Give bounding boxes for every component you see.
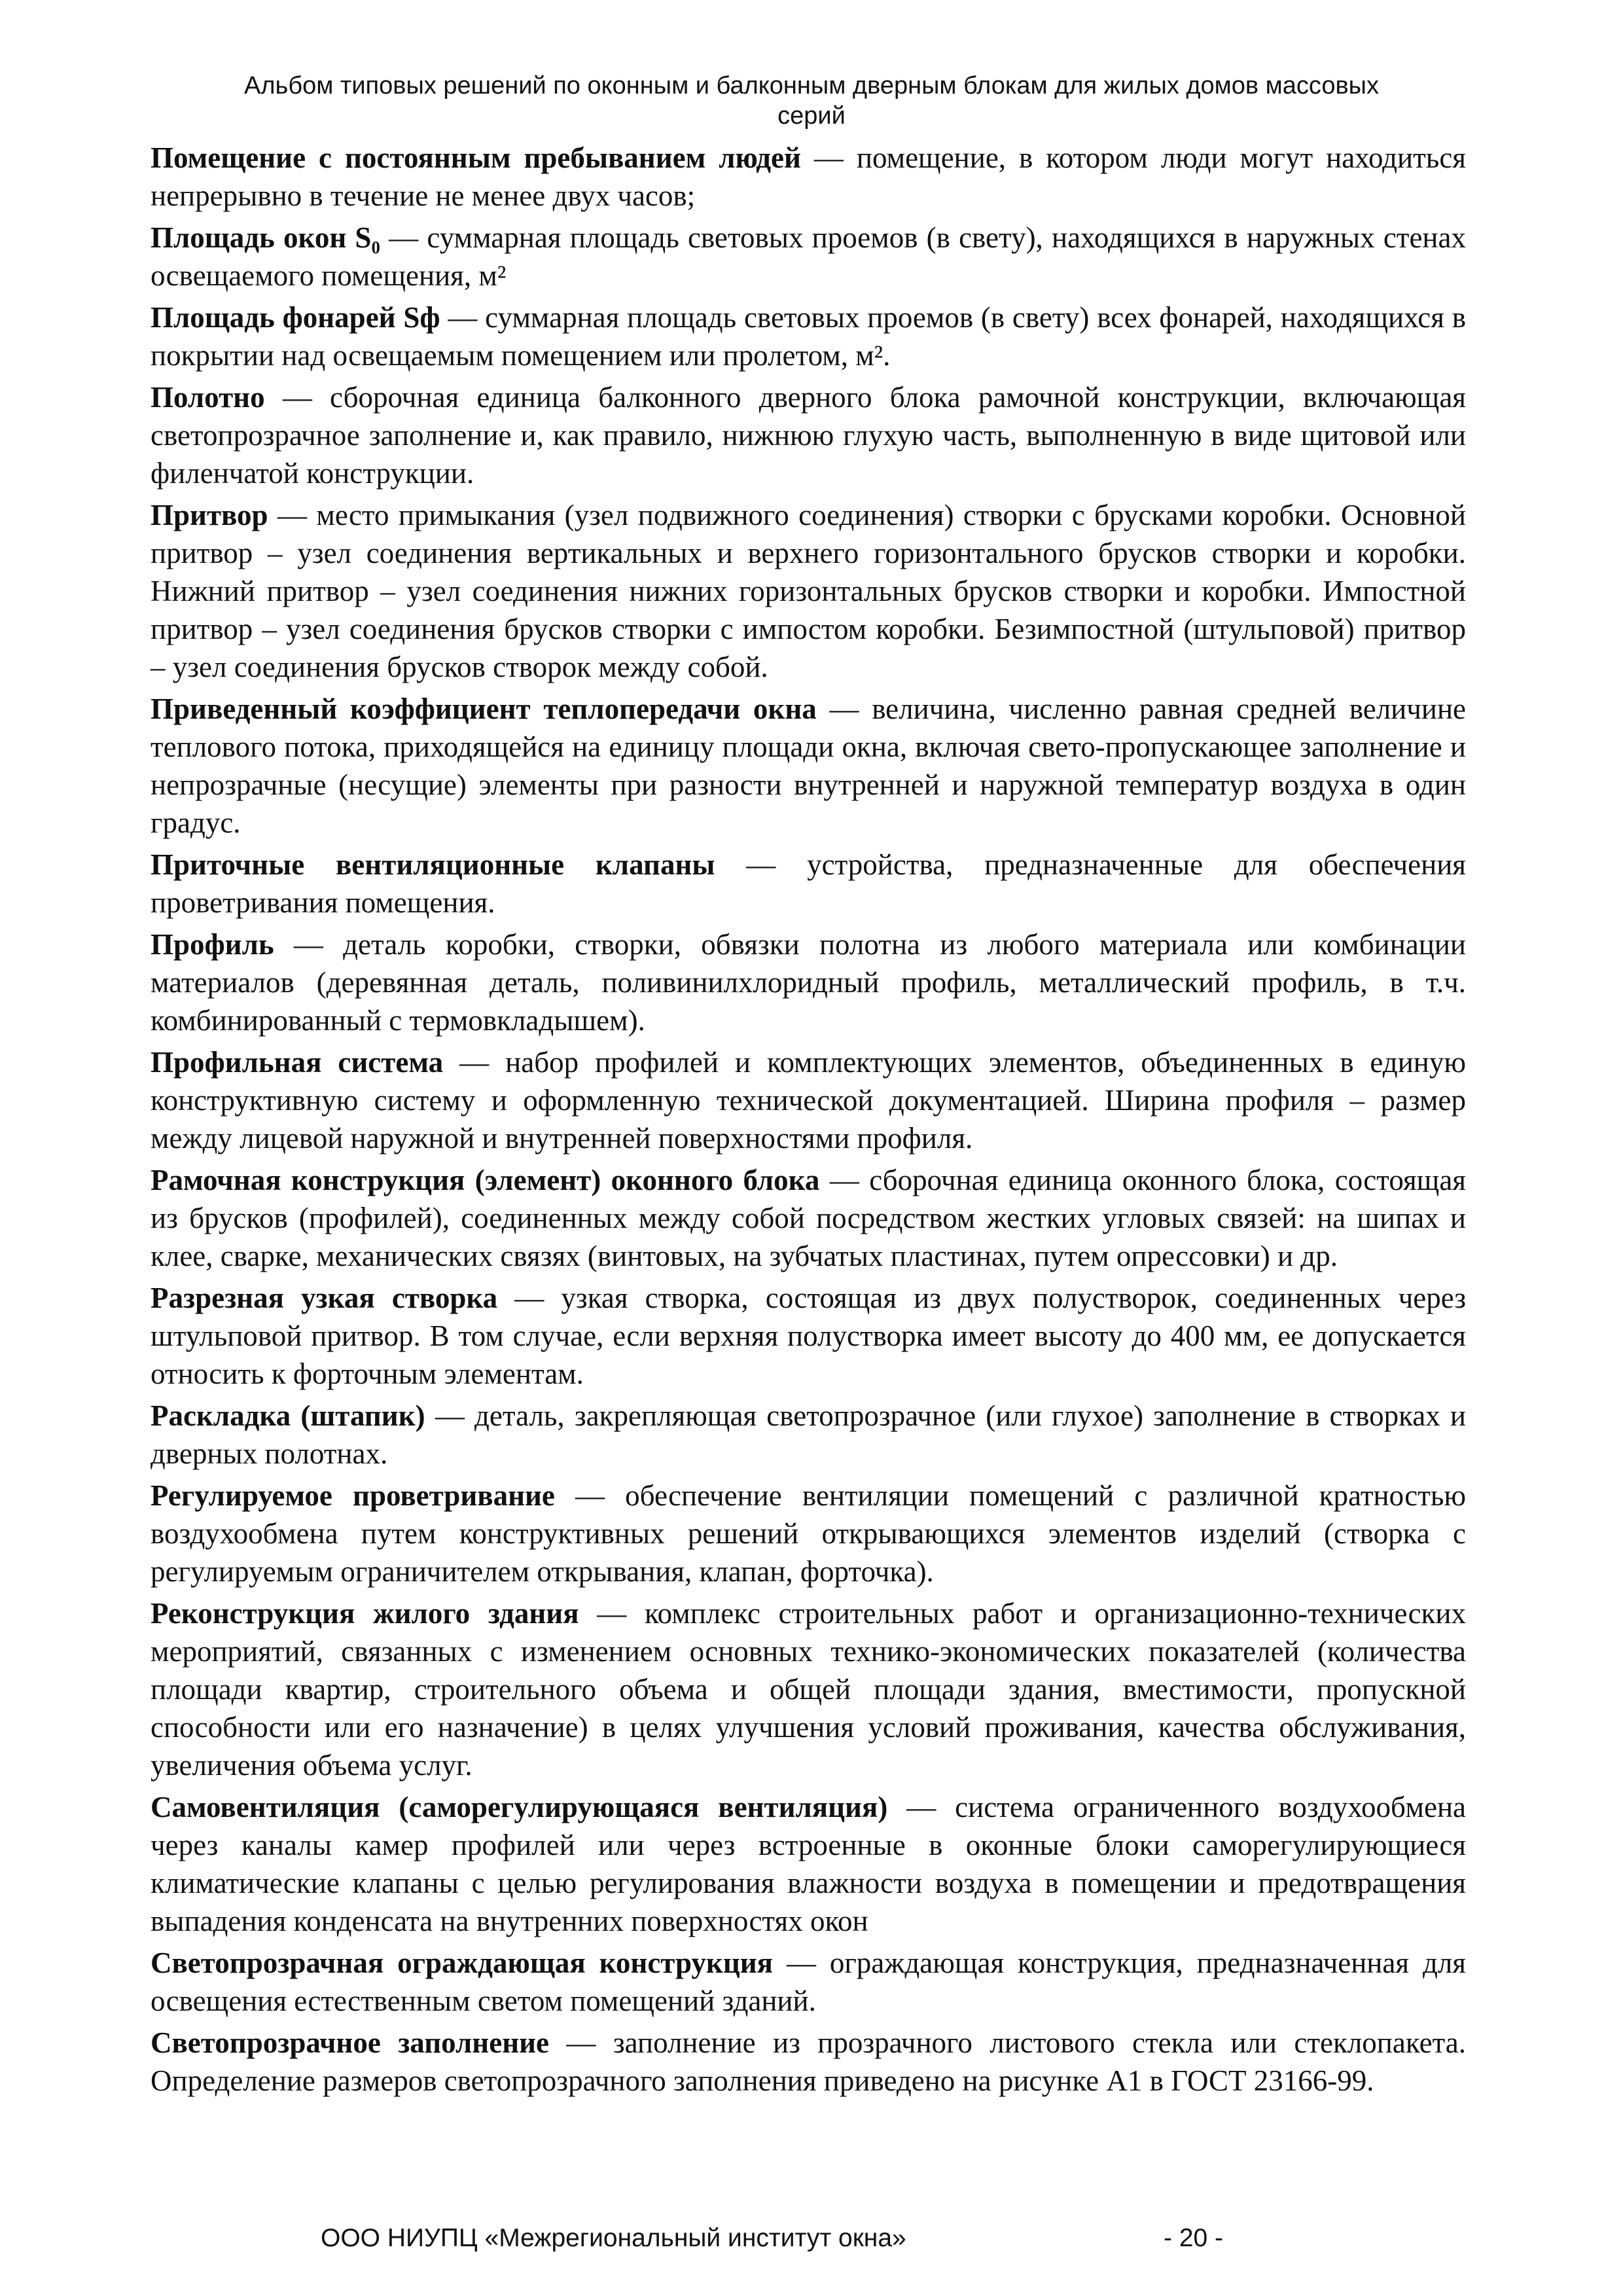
page-header <box>157 71 1466 131</box>
glossary-term: Приточные вентиляционные клапаны <box>151 848 715 881</box>
glossary-entry <box>151 1397 1466 1473</box>
glossary-term: Светопрозрачное заполнение <box>151 2026 550 2059</box>
page-number: - 20 - <box>1164 2224 1224 2252</box>
glossary-definition: — система ограниченного воздухообмена через каналы камер профилей или через встроенные в оконные блоки саморегулирующиеся климатические клапаны с целью регулирования влажности воздуха в помещении и предотвращения выпадения конденсата на внутренних поверхностях окон <box>151 1791 1466 1937</box>
glossary-term: Профильная система <box>151 1046 444 1079</box>
glossary-term: Реконструкция жилого здания <box>151 1597 579 1630</box>
glossary-definition: — устройства, предназначенные для обеспечения проветривания помещения. <box>151 848 1466 919</box>
glossary-term: Профиль <box>151 928 274 961</box>
glossary-entry <box>151 925 1466 1039</box>
glossary-definition: — деталь, закрепляющая светопрозрачное (или глухое) заполнение в створках и дверных полотнах. <box>151 1399 1467 1470</box>
glossary-definition: — суммарная площадь световых проемов (в свету) всех фонарей, находящихся в покрытии над освещаемым помещением или пролетом, м². <box>151 301 1467 372</box>
glossary-term: Разрезная узкая створка <box>151 1282 498 1314</box>
glossary-entry <box>151 219 1466 295</box>
glossary-definition: — место примыкания (узел подвижного соединения) створки с брусками коробки. Основной притвор – узел соединения вертикальных и верхнего горизонтального брусков створки и коробки. Нижний притвор – узел соединения нижних горизонтальных брусков створки и коробки. Импостной притвор – узел соединения брусков створки с импостом коробки. Безимпостной (штульповой) притвор – узел соединения брусков створок между собой. <box>151 499 1466 683</box>
glossary-entry <box>151 1788 1466 1940</box>
glossary-definition: — деталь коробки, створки, обвязки полотна из любого материала или комбинации материалов (деревянная деталь, поливинилхлоридный профиль, металлический профиль, в т.ч. комбинированный с термовкладышем). <box>151 928 1466 1037</box>
header-title-line-2: серий <box>777 102 846 130</box>
glossary-entry <box>151 1477 1466 1590</box>
glossary-entry <box>151 1594 1466 1784</box>
glossary-definition: — узкая створка, состоящая из двух полустворок, соединенных через штульповой притвор. В том случае, если верхняя полустворка имеет высоту до 400 мм, ее допускается относить к форточным элементам. <box>151 1282 1466 1390</box>
glossary-entry <box>151 690 1466 842</box>
glossary-entry <box>151 378 1466 492</box>
glossary-term: Приведенный коэффициент теплопередачи окна <box>151 692 817 725</box>
glossary-entry <box>151 496 1466 686</box>
glossary-term: Рамочная конструкция (элемент) оконного блока <box>151 1164 820 1196</box>
glossary-term: Регулируемое проветривание <box>151 1479 555 1512</box>
glossary-term: Светопрозрачная ограждающая конструкция <box>151 1946 774 1979</box>
glossary-body <box>151 139 1466 2104</box>
glossary-entry <box>151 1043 1466 1157</box>
glossary-term: Раскладка (штапик) <box>151 1399 425 1432</box>
footer-organization: ООО НИУПЦ «Межрегиональный институт окна» <box>321 2224 906 2252</box>
header-title-line-1: Альбом типовых решений по оконным и балконным дверным блокам для жилых домов массовых <box>244 72 1379 99</box>
glossary-entry <box>151 2024 1466 2100</box>
glossary-definition: — заполнение из прозрачного листового стекла или стеклопакета. Определение размеров светопрозрачного заполнения приведено на рисунке А1 в ГОСТ 23166-99. <box>151 2026 1466 2097</box>
glossary-term: Притвор <box>151 499 268 531</box>
glossary-definition: — набор профилей и комплектующих элементов, объединенных в единую конструктивную систему и оформленную технической документацией. Ширина профиля – размер между лицевой наружной и внутренней поверхностями профиля. <box>151 1046 1466 1155</box>
glossary-definition: — ограждающая конструкция, предназначенная для освещения естественным светом помещений зданий. <box>151 1946 1466 2017</box>
glossary-term: Помещение с постоянным пребыванием людей <box>151 141 801 174</box>
glossary-term: Площадь окон S₀ <box>151 221 380 254</box>
glossary-entry <box>151 846 1466 922</box>
glossary-term: Самовентиляция (саморегулирующаяся вентиляция) <box>151 1791 888 1823</box>
glossary-definition: — обеспечение вентиляции помещений с различной кратностью воздухообмена путем конструктивных решений открывающихся элементов изделий (створка с регулируемым ограничителем открывания, клапан, форточка). <box>151 1479 1467 1588</box>
glossary-definition: — сборочная единица балконного дверного блока рамочной конструкции, включающая светопрозрачное заполнение и, как правило, нижнюю глухую часть, выполненную в виде щитовой или филенчатой конструкции. <box>151 381 1466 490</box>
glossary-entry <box>151 298 1466 374</box>
glossary-entry <box>151 139 1466 215</box>
glossary-definition: — сборочная единица оконного блока, состоящая из брусков (профилей), соединенных между собой посредством жестких угловых связей: на шипах и клее, сварке, механических связях (винтовых, на зубчатых пластинах, путем опрессовки) и др. <box>151 1164 1467 1272</box>
glossary-entry <box>151 1944 1466 2020</box>
glossary-term: Полотно <box>151 381 265 414</box>
glossary-definition: — помещение, в котором люди могут находиться непрерывно в течение не менее двух часов; <box>151 141 1466 212</box>
glossary-entry <box>151 1161 1466 1275</box>
glossary-entry <box>151 1279 1466 1393</box>
glossary-definition: — суммарная площадь световых проемов (в свету), находящихся в наружных стенах освещаемого помещения, м² <box>151 221 1466 292</box>
glossary-definition: — величина, численно равная средней величине теплового потока, приходящейся на единицу площади окна, включая свето-пропускающее заполнение и непрозрачные (несущие) элементы при разности внутренней и наружной температур воздуха в один градус. <box>151 692 1466 839</box>
glossary-term: Площадь фонарей Sф <box>151 301 440 334</box>
glossary-definition: — комплекс строительных работ и организационно-технических мероприятий, связанных с изменением основных технико-экономических показателей (количества площади квартир, строительного объема и общей площади здания, вместимости, пропускной способности или его назначение) в целях улучшения условий проживания, качества обслуживания, увеличения объема услуг. <box>151 1597 1466 1782</box>
